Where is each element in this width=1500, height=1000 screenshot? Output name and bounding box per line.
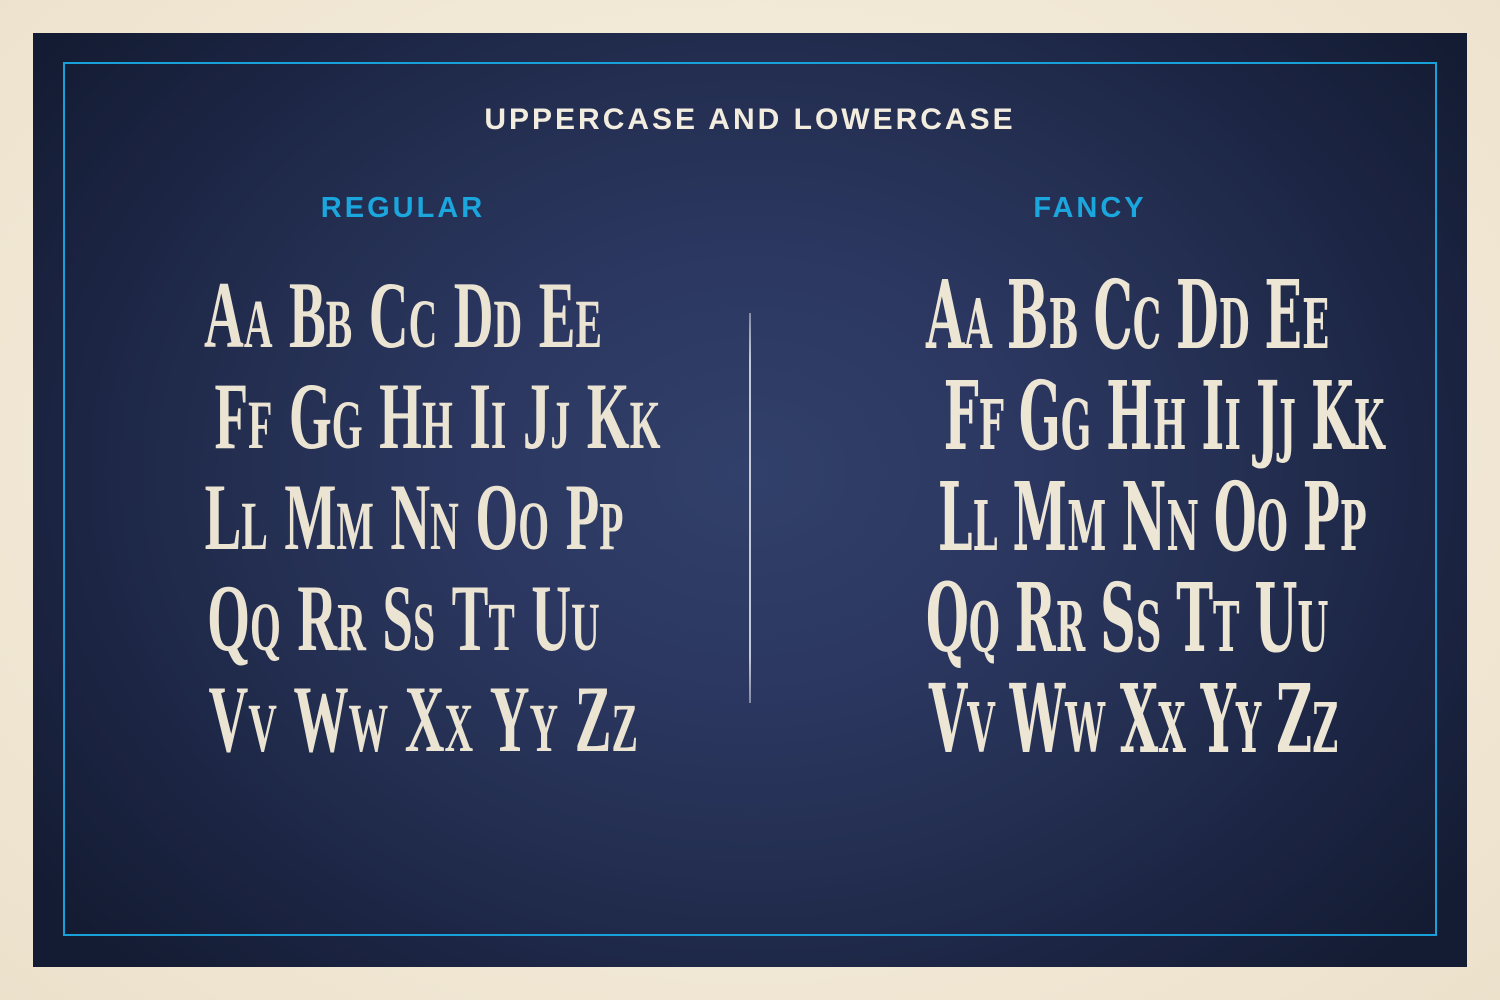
letter-pair: NN xyxy=(390,464,459,570)
column-fancy xyxy=(740,193,1440,913)
letter-pair: TT xyxy=(1176,563,1240,674)
letter-pair: ZZ xyxy=(574,666,638,772)
alphabet-row xyxy=(740,361,1440,472)
alphabet-row-line xyxy=(928,664,1339,780)
letter-pair: BB xyxy=(289,262,353,368)
alphabet-row-line xyxy=(943,361,1385,477)
letter-pair: LL xyxy=(204,464,268,570)
alphabet-row xyxy=(53,565,753,671)
letter-pair: ZZ xyxy=(1276,664,1339,775)
letter-pair: QQ xyxy=(925,563,1000,674)
letter-pair: NN xyxy=(1121,462,1199,573)
letter-pair: RR xyxy=(1014,563,1086,674)
letter-pair: WW xyxy=(1009,664,1106,775)
alphabet-fancy xyxy=(740,260,1440,775)
alphabet-row xyxy=(53,464,753,570)
letter-pair: FF xyxy=(943,361,1004,472)
alphabet-row-line xyxy=(214,363,661,476)
column-regular-header: REGULAR xyxy=(320,192,486,224)
letter-pair: DD xyxy=(453,262,523,368)
letter-pair: EE xyxy=(1264,260,1330,371)
letter-pair: TT xyxy=(451,565,515,671)
letter-pair: KK xyxy=(1310,361,1385,472)
letter-pair: AA xyxy=(926,260,992,371)
alphabet-row-line xyxy=(204,262,602,375)
alphabet-row xyxy=(53,262,753,368)
letter-pair: MM xyxy=(284,464,374,570)
letter-pair: SS xyxy=(1100,563,1162,674)
letter-pair: QQ xyxy=(206,565,281,671)
alphabet-regular xyxy=(53,262,753,772)
letter-pair: LL xyxy=(937,462,998,573)
letter-pair: FF xyxy=(214,363,273,469)
letter-pair: XX xyxy=(404,666,474,772)
alphabet-row-line xyxy=(926,260,1330,376)
letter-pair: YY xyxy=(489,666,559,772)
alphabet-row xyxy=(53,363,753,469)
alphabet-row-line xyxy=(206,565,600,678)
column-fancy-header: FANCY xyxy=(1033,192,1147,224)
letter-pair: CC xyxy=(368,262,438,368)
alphabet-row xyxy=(53,666,753,772)
alphabet-row xyxy=(740,563,1440,674)
alphabet-row xyxy=(740,664,1440,775)
letter-pair: SS xyxy=(381,565,435,671)
letter-pair: WW xyxy=(293,666,389,772)
alphabet-row xyxy=(740,260,1440,371)
alphabet-row-line xyxy=(204,464,624,577)
letter-pair: EE xyxy=(538,262,602,368)
letter-pair: PP xyxy=(1302,462,1367,573)
page-title: UPPERCASE AND LOWERCASE xyxy=(484,103,1016,136)
letter-pair: YY xyxy=(1200,664,1262,775)
letter-pair: BB xyxy=(1006,260,1079,371)
letter-pair: RR xyxy=(296,565,366,671)
letter-pair: DD xyxy=(1175,260,1250,371)
alphabet-row-line xyxy=(937,462,1367,578)
navy-panel xyxy=(33,33,1467,967)
letter-pair: XX xyxy=(1119,664,1186,775)
letter-pair: CC xyxy=(1093,260,1162,371)
letter-pair: KK xyxy=(586,363,661,469)
letter-pair: MM xyxy=(1012,462,1107,573)
letter-pair: HH xyxy=(379,363,453,469)
letter-pair: UU xyxy=(530,565,600,671)
letter-pair: JJ xyxy=(522,363,571,469)
letter-pair: VV xyxy=(928,664,995,775)
letter-pair: II xyxy=(1201,361,1241,472)
letter-pair: GG xyxy=(1018,361,1092,472)
letter-pair: AA xyxy=(204,262,273,368)
letter-pair: VV xyxy=(208,666,277,772)
letter-pair: HH xyxy=(1106,361,1187,472)
letter-pair: PP xyxy=(565,464,624,570)
letter-pair: II xyxy=(469,363,507,469)
column-regular xyxy=(53,193,753,913)
letter-pair: OO xyxy=(475,464,550,570)
letter-pair: UU xyxy=(1254,563,1329,674)
alphabet-row-line xyxy=(208,666,638,779)
letter-pair: OO xyxy=(1213,462,1288,573)
letter-pair: GG xyxy=(288,363,363,469)
letter-pair: JJ xyxy=(1255,361,1296,472)
alphabet-row-line xyxy=(925,563,1329,679)
alphabet-row xyxy=(740,462,1440,573)
